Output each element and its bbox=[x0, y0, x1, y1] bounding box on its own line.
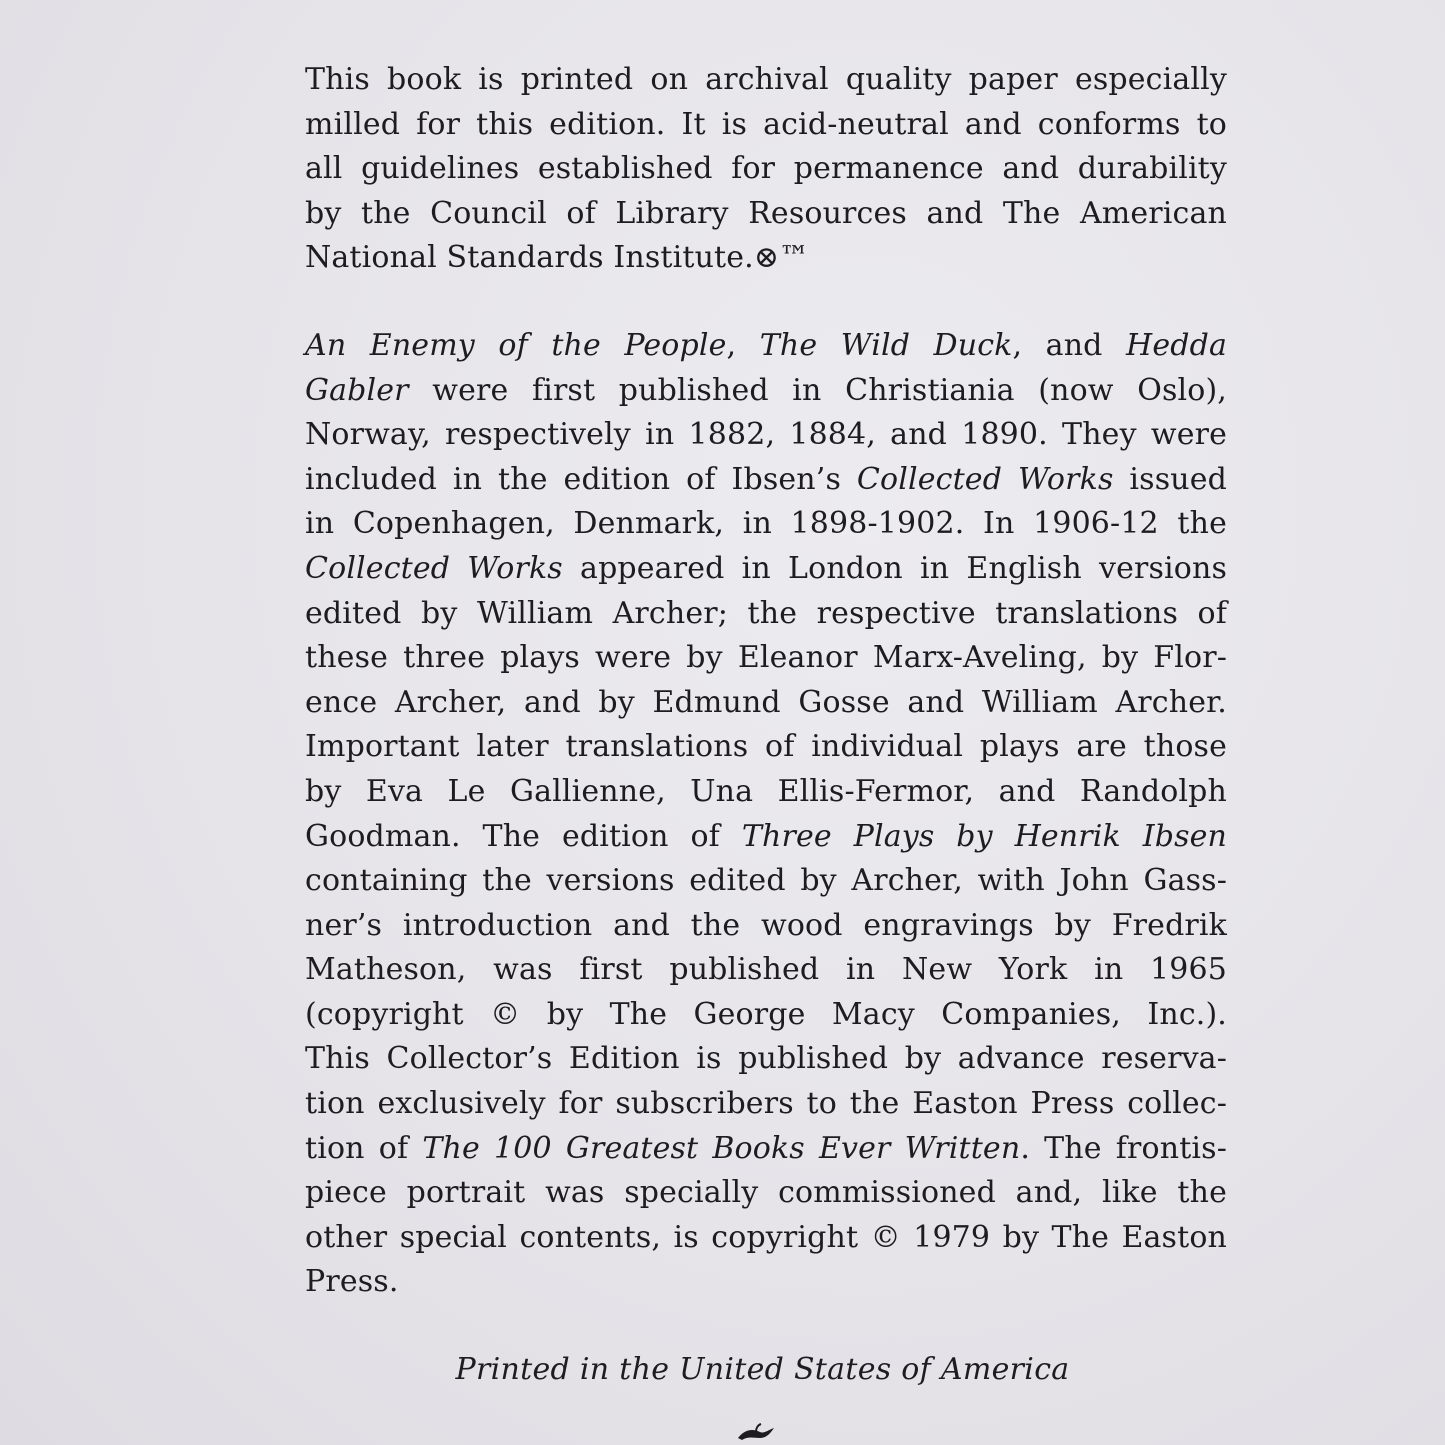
title-100-greatest-books: The 100 Greatest Books Ever Written bbox=[422, 1130, 1021, 1166]
text-line: This book is printed on archival quality paper especially bbox=[305, 62, 1227, 97]
text-line: ner’s introduction and the wood engravings by Fredrik bbox=[305, 907, 1227, 943]
text-line bbox=[305, 1127, 1227, 1172]
title-hedda-gabler-part2: Gabler bbox=[305, 372, 409, 408]
text-line bbox=[305, 547, 1227, 592]
text-line: other special contents, is copyright © 1979 by The Easton bbox=[305, 1219, 1227, 1255]
text-line bbox=[305, 458, 1227, 503]
publication-history-paragraph bbox=[305, 324, 1227, 1305]
text-line: milled for this edition. It is acid-neutral and conforms to bbox=[305, 106, 1227, 142]
title-collected-works: Collected Works bbox=[856, 461, 1114, 497]
text-fragment: tion of bbox=[305, 1130, 423, 1166]
text-line: edited by William Archer; the respective translations of bbox=[305, 595, 1227, 631]
text-line: ence Archer, and by Edmund Gosse and William Archer. bbox=[305, 684, 1227, 720]
text-line: by Eva Le Gallienne, Una Ellis-Fermor, and Randolph bbox=[305, 773, 1227, 809]
text-fragment: . The frontis- bbox=[1020, 1130, 1227, 1166]
text-line bbox=[305, 815, 1227, 860]
text-line: all guidelines established for permanence and durability bbox=[305, 151, 1227, 187]
text-line bbox=[305, 369, 1227, 414]
paper-notice-paragraph bbox=[305, 58, 1227, 281]
text-line: by the Council of Library Resources and The American bbox=[305, 195, 1227, 231]
title-hedda-gabler-part1: Hedda bbox=[1126, 327, 1227, 363]
title-an-enemy-of-the-people: An Enemy of the People bbox=[305, 327, 727, 363]
text-line: Matheson, was first published in New York in 1965 bbox=[305, 952, 1227, 988]
printed-in-line: Printed in the United States of America bbox=[455, 1352, 1070, 1387]
text-line bbox=[305, 236, 1227, 281]
text-line: in Copenhagen, Denmark, in 1898-1902. In 1906-12 the bbox=[305, 506, 1227, 542]
text-fragment: Goodman. The edition of bbox=[305, 818, 742, 854]
text-line: Norway, respectively in 1882, 1884, and 1890. They were bbox=[305, 417, 1227, 453]
text-fragment: National Standards Institute. bbox=[305, 240, 754, 276]
text-fragment: included in the edition of Ibsen’s bbox=[305, 461, 857, 497]
title-collected-works: Collected Works bbox=[305, 550, 563, 586]
text-line: containing the versions edited by Archer, with John Gass- bbox=[305, 863, 1227, 899]
permanence-mark: ⊗™ bbox=[753, 240, 810, 276]
text-fragment: issued bbox=[1113, 461, 1227, 497]
text-line: Important later translations of individual plays are those bbox=[305, 729, 1227, 765]
text-line: these three plays were by Eleanor Marx-Aveling, by Flor- bbox=[305, 640, 1227, 676]
text-line: tion exclusively for subscribers to the Easton Press collec- bbox=[305, 1086, 1227, 1122]
text-line: This Collector’s Edition is published by advance reserva- bbox=[305, 1041, 1227, 1077]
text-fragment: , and bbox=[1012, 327, 1127, 363]
text-line: Press. bbox=[305, 1264, 399, 1300]
text-fragment: were first published in Christiania (now Oslo), bbox=[408, 372, 1227, 408]
title-three-plays: Three Plays by Henrik Ibsen bbox=[741, 818, 1227, 854]
text-fragment: appeared in London in English versions bbox=[562, 550, 1227, 586]
title-the-wild-duck: The Wild Duck bbox=[759, 327, 1013, 363]
text-line: piece portrait was specially commissioned and, like the bbox=[305, 1175, 1227, 1211]
colophon-text bbox=[305, 58, 1227, 1305]
text-line bbox=[305, 324, 1227, 369]
text-fragment: , bbox=[726, 327, 760, 363]
text-line: (copyright © by The George Macy Companies, Inc.). bbox=[305, 996, 1227, 1032]
printer-ornament-icon bbox=[736, 1420, 776, 1445]
